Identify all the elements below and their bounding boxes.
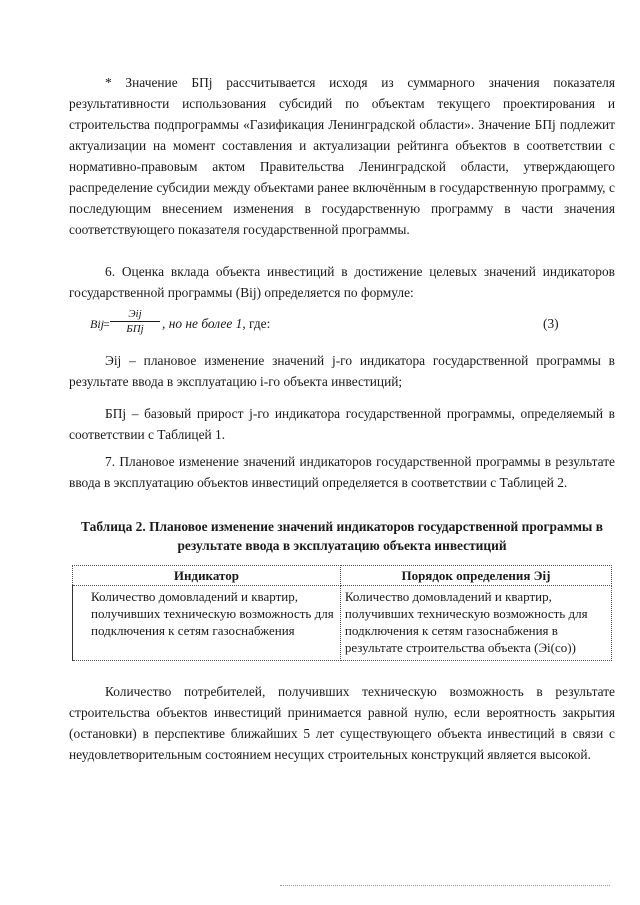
cell-method: Количество домовладений и квартир, получивших техническую возможность для подключения к сетям газоснабжения в результате строительства объекта (Эi(со)) bbox=[340, 586, 611, 661]
paragraph-eij-definition: Эij – плановое изменение значений j-го индикатора государственной программы в результате ввода в эксплуатацию i-го объекта инвестиций; bbox=[69, 353, 615, 389]
header-method: Порядок определения Эij bbox=[340, 566, 611, 586]
header-indicator: Индикатор bbox=[73, 566, 341, 586]
formula-equals: = bbox=[103, 317, 110, 331]
paragraph-bpj-note: * Значение БПj рассчитывается исходя из суммарного значения показателя результативности использования субсидий по объектам текущего проектирования и строительства подпрограммы «Газификация Ленинградской области». Значение БПj подлежит актуализации на момент составления и актуализации рейтинга объектов в соответствии с нормативно-правовым актом Правительства Ленинградской области, утверждающего распределение субсидии между объектами ранее включённым в государственную программу, с последующим внесением изменения в государственную программу в части значения соответствующего показателя государственной программы. bbox=[69, 75, 615, 237]
paragraph-item-7: 7. Плановое изменение значений индикаторов государственной программы в результате ввода в эксплуатацию объектов инвестиций определяется в соответствии с Таблицей 2. bbox=[69, 454, 615, 490]
cell-indicator: Количество домовладений и квартир, получивших техническую возможность для подключения к сетям газоснабжения bbox=[73, 586, 341, 661]
formula-numerator: Эij bbox=[110, 308, 160, 322]
formula-denominator: БПj bbox=[126, 323, 144, 335]
table-title: Таблица 2. Плановое изменение значений индикаторов государственной программы в результате ввода в эксплуатацию объекта инвестиций bbox=[81, 519, 603, 553]
formula-condition-text: , но не более 1 bbox=[162, 316, 243, 331]
paragraph-item-6: 6. Оценка вклада объекта инвестиций в достижение целевых значений индикаторов государственной программы (Bij) определяется по формуле: bbox=[69, 264, 615, 300]
formula-lhs: Bij bbox=[90, 317, 104, 331]
table-header-row bbox=[73, 566, 612, 586]
paragraph-consumers: Количество потребителей, получивших техническую возможность в результате строительства объектов инвестиций принимается равной нулю, если вероятность закрытия (остановки) в перспективе ближайших 5 лет существующего объекта инвестиций в связи с неудовлетворительным состоянием несущих строительных конструкций является высокой. bbox=[69, 684, 615, 762]
formula-number: (3) bbox=[543, 316, 559, 331]
paragraph-bpj-definition: БПj – базовый прирост j-го индикатора государственной программы, определяемый в соответствии с Таблицей 1. bbox=[69, 406, 615, 442]
table-row bbox=[73, 586, 612, 661]
formula-suffix: , где: bbox=[242, 316, 271, 331]
formula-3 bbox=[90, 308, 620, 348]
formula-fraction bbox=[110, 308, 160, 335]
footer-dotted-line bbox=[280, 885, 610, 886]
formula-condition bbox=[162, 316, 270, 332]
table-2 bbox=[72, 565, 612, 661]
